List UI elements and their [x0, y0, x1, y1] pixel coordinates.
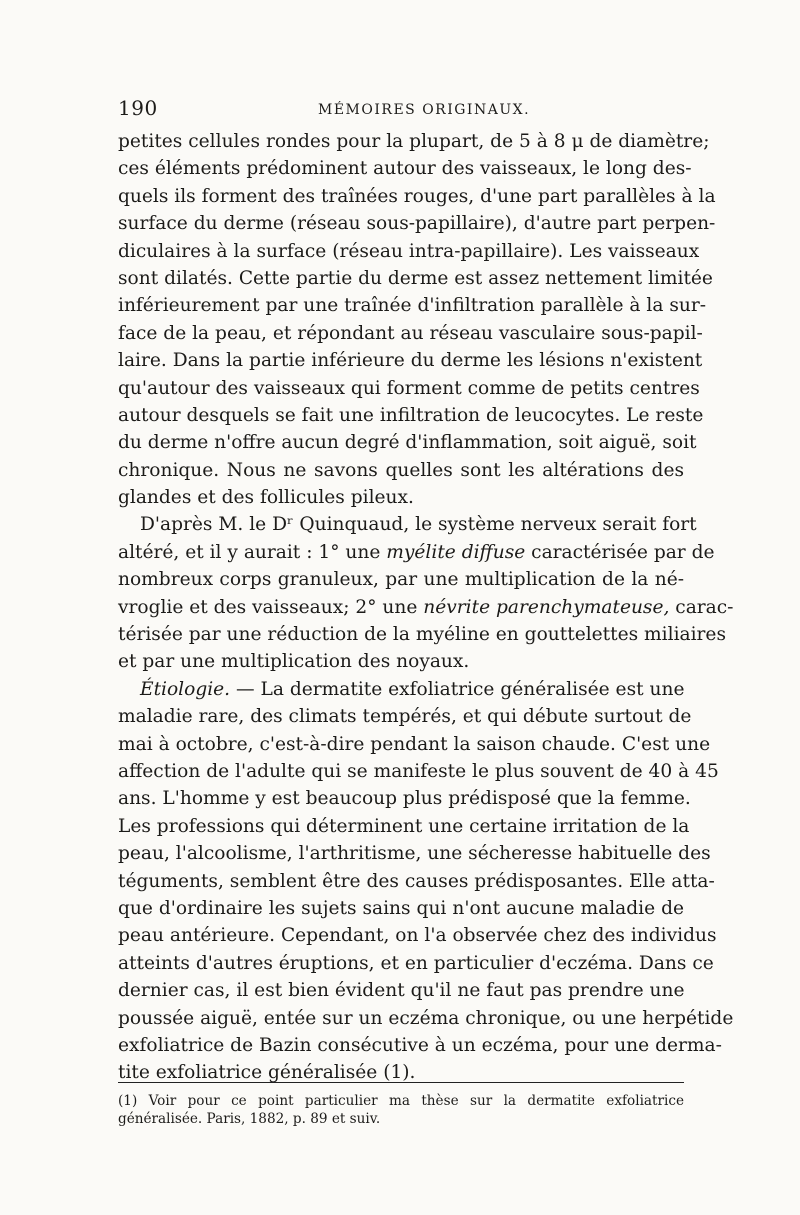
text-line: quels ils forment des traînées rouges, d'une part parallèles à la	[118, 185, 716, 207]
text-line: térisée par une réduction de la myéline en gouttelettes miliaires	[118, 624, 726, 646]
text-line: chronique. Nous ne savons quelles sont les altérations des	[118, 459, 684, 481]
text-segment: vroglie et des vaisseaux; 2° une	[118, 596, 424, 618]
text-line: que d'ordinaire les sujets sains qui n'ont aucune maladie de	[118, 897, 684, 919]
text-line: dernier cas, il est bien évident qu'il ne faut pas prendre une	[118, 980, 685, 1002]
text-line: surface du derme (réseau sous-papillaire), d'autre part perpen-	[118, 213, 716, 235]
text-line: nombreux corps granuleux, par une multiplication de la né-	[118, 569, 684, 591]
text-line: poussée aiguë, entée sur un eczéma chronique, ou une herpétide	[118, 1007, 734, 1029]
text-line: face de la peau, et répondant au réseau vasculaire sous-papil-	[118, 322, 703, 344]
text-line: exfoliatrice de Bazin consécutive à un eczéma, pour une derma-	[118, 1034, 722, 1056]
paragraph-nervous-system	[118, 511, 734, 675]
footnote-line: (1) Voir pour ce point particulier ma thèse sur la dermatite exfoliatrice	[118, 1093, 684, 1109]
section-heading: Étiologie.	[140, 678, 231, 700]
text-line: qu'autour des vaisseaux qui forment comme de petits centres	[118, 377, 700, 399]
text-line: affection de l'adulte qui se manifeste le plus souvent de 40 à 45	[118, 760, 719, 782]
text-line: peau, l'alcoolisme, l'arthritisme, une sécheresse habituelle des	[118, 843, 711, 865]
page-number: 190	[118, 96, 158, 120]
text-line: glandes et des follicules pileux.	[118, 487, 414, 509]
text-line	[118, 594, 734, 621]
text-line: autour desquels se fait une infiltration de leucocytes. Le reste	[118, 404, 704, 426]
text-line: et par une multiplication des noyaux.	[118, 651, 470, 673]
text-segment: carac-	[669, 596, 734, 618]
text-line: tite exfoliatrice généralisée (1).	[118, 1062, 416, 1084]
paragraph-etiology	[118, 676, 734, 1087]
text-segment: altéré, et il y aurait : 1° une	[118, 541, 387, 563]
text-line: D'après M. le Dʳ Quinquaud, le système nerveux serait fort	[140, 514, 697, 536]
text-line: peau antérieure. Cependant, on l'a observée chez des individus	[118, 925, 717, 947]
footnote-line: généralisée. Paris, 1882, p. 89 et suiv.	[118, 1111, 381, 1127]
text-line	[118, 676, 684, 703]
text-line: Les professions qui déterminent une certaine irritation de la	[118, 815, 690, 837]
text-line: mai à octobre, c'est-à-dire pendant la saison chaude. C'est une	[118, 733, 711, 755]
text-segment: — La dermatite exfoliatrice généralisée est une	[230, 678, 685, 700]
page-header	[118, 96, 684, 122]
text-line: atteints d'autres éruptions, et en particulier d'eczéma. Dans ce	[118, 952, 714, 974]
text-segment: caractérisée par de	[525, 541, 715, 563]
text-line: ans. L'homme y est beaucoup plus prédisposé que la femme.	[118, 788, 691, 810]
text-line: laire. Dans la partie inférieure du derme les lésions n'existent	[118, 350, 703, 372]
italic-term: myélite diffuse	[386, 541, 526, 563]
text-line: du derme n'offre aucun degré d'inflammation, soit aiguë, soit	[118, 432, 697, 454]
text-line: téguments, semblent être des causes prédisposantes. Elle atta-	[118, 870, 715, 892]
text-line: sont dilatés. Cette partie du derme est assez nettement limitée	[118, 267, 713, 289]
text-line: maladie rare, des climats tempérés, et qui débute surtout de	[118, 706, 692, 728]
body-text	[118, 128, 734, 1087]
text-line	[118, 539, 715, 566]
italic-term: névrite parenchymateuse,	[423, 596, 670, 618]
footnote	[118, 1092, 684, 1128]
footnote-divider	[118, 1082, 684, 1083]
text-line: inférieurement par une traînée d'infiltration parallèle à la sur-	[118, 295, 707, 317]
text-line: ces éléments prédominent autour des vaisseaux, le long des-	[118, 158, 692, 180]
text-line: diculaires à la surface (réseau intra-papillaire). Les vaisseaux	[118, 240, 700, 262]
running-title: MÉMOIRES ORIGINAUX.	[318, 102, 531, 118]
text-line: petites cellules rondes pour la plupart, de 5 à 8 μ de diamètre;	[118, 131, 710, 152]
paragraph-histology	[118, 128, 716, 511]
